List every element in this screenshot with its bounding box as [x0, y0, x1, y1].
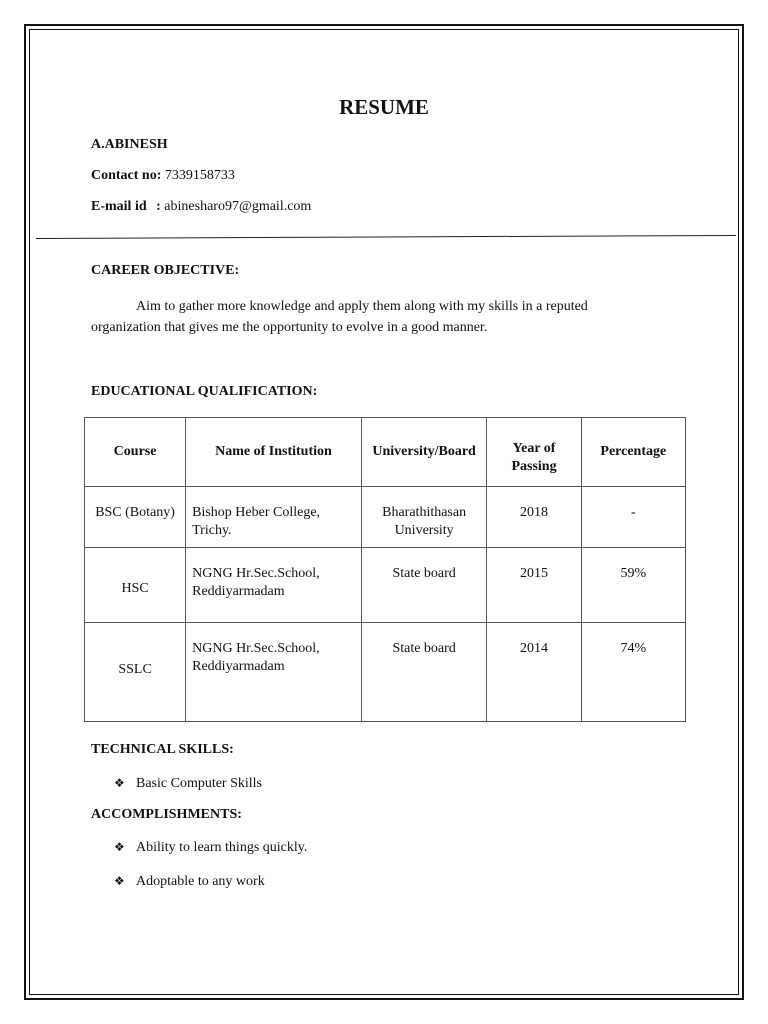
diamond-bullet-icon: ❖	[114, 840, 125, 854]
cell-board: State board	[361, 548, 487, 623]
email-label: E-mail id	[91, 199, 147, 214]
contact-value: 7339158733	[164, 168, 235, 183]
header-year	[487, 418, 581, 487]
cell-board: State board	[361, 623, 487, 722]
list-item	[114, 874, 265, 890]
cell-board	[361, 487, 487, 548]
cell-percentage: 59%	[581, 548, 685, 623]
cell-course: SSLC	[85, 623, 186, 722]
cell-institution-line-1: NGNG Hr.Sec.School,	[192, 641, 320, 656]
cell-year: 2014	[487, 623, 581, 722]
education-heading: EDUCATIONAL QUALIFICATION:	[91, 384, 318, 399]
cell-board-line-1: Bharathithasan	[382, 505, 467, 520]
cell-institution-line-1: NGNG Hr.Sec.School,	[192, 566, 320, 581]
contact-line	[91, 168, 235, 184]
diamond-bullet-icon: ❖	[114, 776, 125, 790]
cell-percentage: -	[581, 487, 685, 548]
document-title: RESUME	[339, 95, 429, 119]
applicant-name: A.ABINESH	[91, 137, 168, 152]
cell-course: BSC (Botany)	[85, 487, 186, 548]
header-course: Course	[85, 418, 186, 487]
cell-year: 2018	[487, 487, 581, 548]
cell-institution-line-2: Reddiyarmadam	[192, 584, 285, 599]
table-row	[85, 623, 686, 722]
career-line-2: organization that gives me the opportunity to evolve in a good manner.	[91, 320, 488, 335]
header-percentage: Percentage	[581, 418, 685, 487]
list-item	[114, 840, 307, 856]
accomplishment-item: Ability to learn things quickly.	[136, 840, 308, 855]
cell-institution	[186, 548, 362, 623]
header-board: University/Board	[361, 418, 487, 487]
cell-institution-line-2: Reddiyarmadam	[192, 659, 285, 674]
cell-institution-line-2: Trichy.	[192, 523, 232, 538]
accomplishments-heading: ACCOMPLISHMENTS:	[91, 807, 242, 822]
cell-institution-line-1: Bishop Heber College,	[192, 505, 321, 520]
list-item	[114, 776, 262, 792]
cell-percentage: 74%	[581, 623, 685, 722]
email-value: abinesharo97@gmail.com	[164, 199, 312, 214]
header-institution: Name of Institution	[186, 418, 362, 487]
contact-label: Contact no:	[91, 168, 162, 183]
cell-institution	[186, 487, 362, 548]
diamond-bullet-icon: ❖	[114, 874, 125, 888]
email-separator: :	[156, 199, 161, 214]
technical-item: Basic Computer Skills	[136, 776, 262, 791]
header-year-line-1: Year of	[512, 441, 556, 456]
cell-year: 2015	[487, 548, 581, 623]
cell-institution	[186, 623, 362, 722]
table-row	[85, 548, 686, 623]
career-line-1: Aim to gather more knowledge and apply them along with my skills in a reputed	[136, 299, 588, 314]
table-header-row	[85, 418, 686, 487]
accomplishment-item: Adoptable to any work	[136, 874, 265, 889]
header-year-line-2: Passing	[511, 459, 557, 474]
technical-heading: TECHNICAL SKILLS:	[91, 742, 234, 757]
table-row	[85, 487, 686, 548]
education-table	[84, 417, 686, 722]
email-line	[91, 199, 311, 215]
career-heading: CAREER OBJECTIVE:	[91, 263, 240, 278]
cell-board-line-2: University	[394, 523, 454, 538]
cell-course: HSC	[85, 548, 186, 623]
career-paragraph	[91, 296, 691, 338]
